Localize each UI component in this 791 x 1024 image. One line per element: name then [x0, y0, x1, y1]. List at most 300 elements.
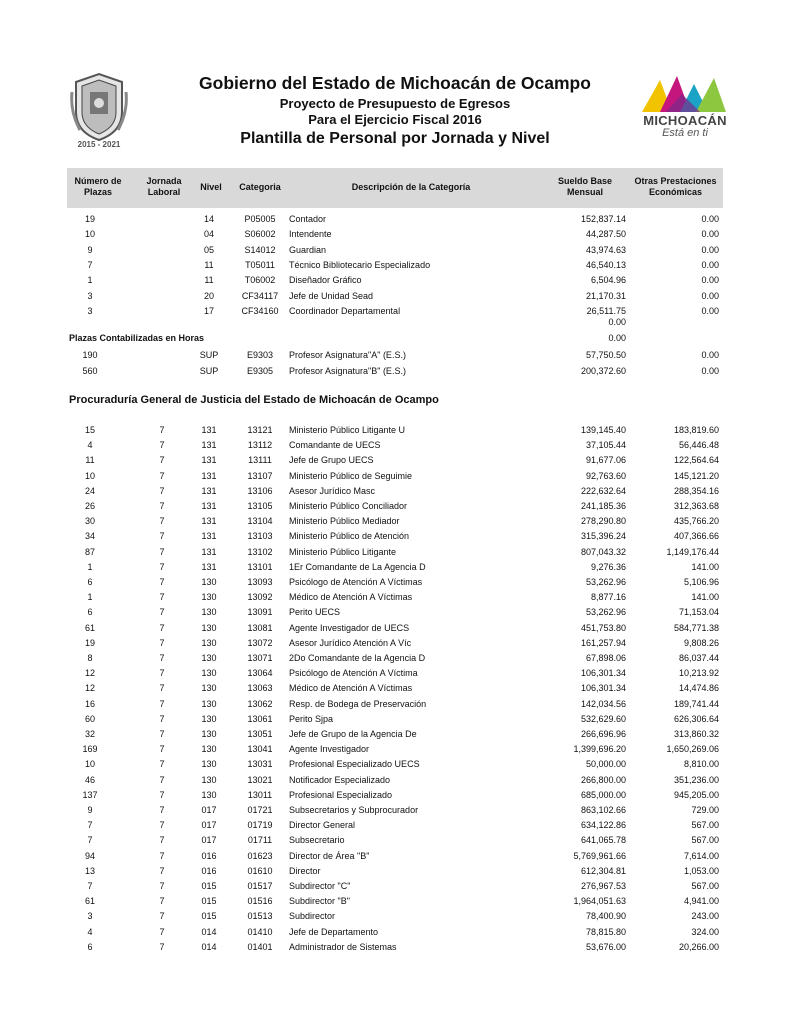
table-row	[0, 243, 791, 258]
table-row	[0, 575, 791, 590]
cell-otras: 145,121.20	[673, 470, 719, 481]
cell-descripcion: Psicólogo de Atención A Víctimas	[289, 577, 423, 587]
cell-otras: 0.00	[701, 290, 719, 301]
cell-descripcion: Ministerio Público de Seguimie	[289, 470, 413, 481]
table-row	[0, 545, 791, 560]
cell-categoria: 13063	[247, 683, 273, 694]
cell-nivel: 017	[201, 835, 217, 846]
cell-descripcion: Jefe de Grupo UECS	[289, 455, 374, 466]
cell-jornada: 7	[159, 698, 165, 709]
cell-num: 1	[87, 275, 93, 286]
cell-sueldo: 44,287.50	[585, 229, 626, 240]
cell-descripcion: Administrador de Sistemas	[289, 941, 397, 952]
cell-categoria: T05011	[245, 259, 275, 270]
cell-num: 9	[87, 244, 93, 255]
cell-categoria: 13112	[247, 440, 273, 451]
cell-jornada: 7	[159, 607, 165, 618]
cell-sueldo: 612,304.81	[580, 865, 626, 876]
cell-num: 3	[87, 290, 93, 301]
cell-num: 60	[84, 713, 95, 724]
cell-jornada: 7	[159, 805, 165, 815]
cell-categoria: 01401	[247, 941, 273, 952]
cell-sueldo: 106,301.34	[580, 683, 626, 694]
cell-nivel: SUP	[199, 365, 219, 376]
cell-otras: 122,564.64	[673, 455, 719, 466]
cell-categoria: E9305	[246, 365, 274, 376]
table-row	[0, 438, 791, 453]
page-subtitle-2: Para el Ejercicio Fiscal 2016	[308, 112, 482, 127]
cell-categoria: 13061	[247, 713, 273, 724]
col-sueldo: Sueldo Base Mensual	[557, 176, 613, 197]
cell-jornada: 7	[159, 850, 165, 861]
cell-otras: 324.00	[691, 926, 719, 937]
cell-num: 7	[87, 881, 93, 891]
cell-num: 6	[87, 577, 93, 587]
col-jornada: Jornada Laboral	[146, 176, 182, 197]
cell-otras: 567.00	[691, 881, 719, 891]
cell-jornada: 7	[159, 455, 165, 466]
cell-num: 94	[84, 850, 95, 861]
cell-num: 10	[84, 759, 95, 770]
table-row	[0, 909, 791, 924]
cell-jornada: 7	[159, 881, 165, 891]
table-row	[0, 212, 791, 227]
cell-jornada: 7	[159, 896, 165, 907]
cell-jornada: 7	[159, 941, 165, 952]
cell-descripcion: Agente Investigador de UECS	[289, 622, 410, 633]
cell-sueldo: 8,877.16	[590, 592, 626, 603]
cell-nivel: 131	[201, 546, 217, 557]
cell-otras: 351,236.00	[673, 774, 719, 785]
page-subtitle-1: Proyecto de Presupuesto de Egresos	[279, 96, 511, 111]
cell-otras: 313,860.32	[673, 729, 719, 739]
cell-otras: 435,766.20	[673, 516, 719, 527]
cell-otras: 1,149,176.44	[666, 546, 719, 557]
table-row	[0, 469, 791, 484]
cell-otras: 20,266.00	[678, 941, 719, 952]
page-subtitle-3: Plantilla de Personal por Jornada y Nivel	[240, 130, 550, 147]
table-row	[0, 925, 791, 940]
table-row	[0, 697, 791, 712]
cell-jornada: 7	[159, 577, 165, 587]
cell-otras: 0.00	[701, 365, 719, 376]
cell-categoria: 13064	[247, 668, 273, 679]
cell-num: 9	[87, 805, 93, 815]
cell-num: 11	[85, 455, 95, 466]
cell-jornada: 7	[159, 683, 165, 694]
cell-jornada: 7	[159, 713, 165, 724]
cell-categoria: 01623	[247, 850, 273, 861]
cell-descripcion: 1Er Comandante de La Agencia D	[289, 561, 426, 572]
cell-sueldo: 50,000.00	[585, 759, 626, 770]
table-row	[0, 289, 791, 304]
cell-sueldo: 78,400.90	[585, 911, 626, 922]
cell-categoria: P05005	[244, 214, 276, 224]
cell-nivel: 014	[201, 941, 217, 952]
table-row	[0, 514, 791, 529]
table-row	[0, 757, 791, 772]
cell-descripcion: Perito Sjpa	[289, 713, 334, 724]
cell-jornada: 7	[159, 622, 165, 633]
cell-jornada: 7	[159, 744, 165, 755]
table-row	[0, 258, 791, 273]
cell-categoria: 13091	[247, 607, 273, 618]
cell-categoria: 13031	[247, 759, 273, 770]
cell-otras: 5,106.96	[683, 577, 719, 587]
cell-sueldo: 139,145.40	[580, 425, 626, 435]
table-row	[0, 666, 791, 681]
cell-nivel: 17	[203, 305, 214, 316]
col-categoria: Categoria	[239, 182, 281, 192]
cell-sueldo: 9,276.36	[590, 561, 626, 572]
cell-categoria: 01711	[247, 835, 273, 846]
cell-nivel: 015	[201, 896, 217, 907]
cell-nivel: 131	[201, 516, 217, 527]
cell-descripcion: Subdirector "C"	[289, 881, 351, 891]
cell-descripcion: Psicólogo de Atención A Víctima	[289, 668, 418, 679]
cell-otras: 4,941.00	[683, 896, 719, 907]
table-row	[0, 773, 791, 788]
cell-sueldo: 315,396.24	[580, 531, 626, 542]
cell-categoria: CF34160	[241, 305, 279, 316]
cell-descripcion: Comandante de UECS	[289, 440, 381, 451]
cell-otras: 10,213.92	[678, 668, 719, 679]
cell-jornada: 7	[159, 835, 165, 846]
cell-otras: 407,366.66	[673, 531, 719, 542]
table-header	[67, 168, 723, 208]
cell-categoria: 01610	[247, 865, 273, 876]
cell-descripcion: Contador	[289, 214, 327, 224]
cell-num: 26	[84, 501, 95, 511]
cell-sueldo: 21,170.31	[585, 290, 626, 301]
logo-tagline: Está en ti	[662, 127, 708, 139]
cell-num: 61	[84, 622, 95, 633]
cell-nivel: 015	[201, 881, 217, 891]
cell-descripcion: Subsecretario	[289, 835, 345, 846]
cell-num: 6	[87, 607, 93, 618]
cell-jornada: 7	[159, 425, 165, 435]
cell-sueldo: 161,257.94	[580, 637, 626, 648]
cell-categoria: 01516	[247, 896, 273, 907]
cell-sueldo: 78,815.80	[585, 926, 626, 937]
table-row	[0, 894, 791, 909]
table-row	[0, 227, 791, 242]
cell-categoria: CF34117	[241, 290, 279, 301]
cell-descripcion: Notificador Especializado	[289, 774, 391, 785]
cell-descripcion: Profesional Especializado	[289, 789, 393, 800]
cell-otras: 0.00	[701, 275, 719, 286]
table-row	[0, 864, 791, 879]
cell-otras: 243.00	[691, 911, 719, 922]
cell-categoria: 13071	[247, 653, 273, 663]
cell-categoria: 13106	[247, 485, 273, 496]
cell-descripcion: Coordinador Departamental	[289, 305, 401, 316]
cell-num: 7	[87, 259, 93, 270]
cell-nivel: 017	[201, 805, 217, 815]
subtotal-1: 0.00	[608, 317, 626, 327]
cell-categoria: E9303	[246, 350, 274, 360]
cell-descripcion: Ministerio Público de Atención	[289, 531, 410, 542]
cell-categoria: 13111	[248, 455, 272, 466]
cell-jornada: 7	[159, 653, 165, 663]
cell-jornada: 7	[159, 485, 165, 496]
cell-jornada: 7	[159, 561, 165, 572]
cell-sueldo: 266,696.96	[580, 729, 626, 739]
cell-nivel: 130	[201, 668, 217, 679]
cell-num: 1	[87, 592, 93, 603]
cell-otras: 8,810.00	[683, 759, 719, 770]
col-descripcion: Descripción de la Categoría	[351, 182, 471, 192]
cell-sueldo: 634,122.86	[580, 820, 626, 831]
cell-otras: 945,205.00	[673, 789, 719, 800]
cell-nivel: 20	[203, 290, 214, 301]
cell-otras: 0.00	[701, 350, 719, 360]
cell-categoria: 13062	[247, 698, 273, 709]
cell-descripcion: Jefe de Unidad Sead	[289, 290, 374, 301]
cell-num: 1	[87, 561, 93, 572]
cell-sueldo: 67,898.06	[585, 653, 626, 663]
cell-nivel: 130	[201, 653, 217, 663]
table-row	[0, 849, 791, 864]
cell-descripcion: Asesor Jurídico Atención A Víc	[289, 637, 412, 648]
cell-sueldo: 43,974.63	[585, 244, 626, 255]
cell-otras: 7,614.00	[683, 850, 719, 861]
cell-otras: 0.00	[701, 244, 719, 255]
cell-otras: 9,808.26	[683, 637, 719, 648]
table-row	[0, 560, 791, 575]
cell-categoria: 13041	[247, 744, 273, 755]
cell-otras: 189,741.44	[673, 698, 719, 709]
cell-num: 16	[84, 698, 95, 709]
cell-num: 46	[84, 774, 95, 785]
table-row	[0, 273, 791, 288]
cell-sueldo: 6,504.96	[590, 275, 626, 286]
cell-num: 190	[82, 350, 98, 360]
cell-nivel: 130	[201, 577, 217, 587]
cell-nivel: 11	[204, 259, 214, 270]
cell-sueldo: 241,185.36	[580, 501, 626, 511]
table-row	[0, 879, 791, 894]
cell-nivel: 130	[201, 713, 217, 724]
cell-categoria: 13072	[247, 637, 273, 648]
cell-categoria: 13081	[247, 622, 273, 633]
cell-sueldo: 53,676.00	[585, 941, 626, 952]
cell-nivel: 130	[201, 698, 217, 709]
cell-num: 6	[87, 941, 93, 952]
cell-num: 4	[87, 440, 93, 451]
cell-jornada: 7	[159, 820, 165, 831]
subtotal-2: 0.00	[608, 333, 626, 343]
cell-jornada: 7	[159, 926, 165, 937]
cell-num: 137	[82, 789, 98, 800]
cell-categoria: 13103	[247, 531, 273, 542]
cell-nivel: 130	[201, 774, 217, 785]
cell-num: 7	[87, 820, 93, 831]
cell-num: 13	[84, 865, 95, 876]
cell-sueldo: 863,102.66	[580, 805, 626, 815]
cell-categoria: 01410	[247, 926, 273, 937]
cell-descripcion: Director de Área "B"	[289, 850, 370, 861]
cell-otras: 86,037.44	[678, 653, 719, 663]
cell-categoria: 13092	[247, 592, 273, 603]
col-num-plazas: Número de Plazas	[74, 176, 122, 197]
page-title: Gobierno del Estado de Michoacán de Ocampo	[199, 73, 591, 93]
cell-num: 169	[82, 744, 98, 755]
cell-categoria: 13011	[247, 789, 273, 800]
cell-sueldo: 152,837.14	[580, 214, 626, 224]
hours-label: Plazas Contabilizadas en Horas	[69, 333, 205, 343]
table-row	[0, 423, 791, 438]
cell-nivel: 130	[201, 637, 217, 648]
table-row	[0, 803, 791, 818]
cell-nivel: 04	[203, 229, 214, 240]
cell-categoria: 13105	[247, 501, 273, 511]
cell-nivel: 130	[201, 607, 217, 618]
cell-jornada: 7	[159, 592, 165, 603]
cell-sueldo: 37,105.44	[585, 440, 626, 451]
cell-descripcion: Subdirector "B"	[289, 896, 350, 907]
cell-jornada: 7	[159, 911, 165, 922]
cell-num: 19	[84, 214, 95, 224]
cell-descripcion: Ministerio Público Litigante	[289, 546, 397, 557]
section-title: Procuraduría General de Justicia del Estado de Michoacán de Ocampo	[69, 394, 439, 406]
cell-jornada: 7	[159, 668, 165, 679]
cell-num: 10	[84, 229, 95, 240]
cell-categoria: 13101	[247, 561, 273, 572]
cell-otras: 0.00	[701, 229, 719, 240]
cell-nivel: 016	[201, 865, 217, 876]
cell-jornada: 7	[159, 865, 165, 876]
cell-otras: 729.00	[691, 805, 719, 815]
cell-sueldo: 1,964,051.63	[573, 896, 626, 907]
cell-descripcion: Profesor Asignatura"A" (E.S.)	[289, 350, 406, 360]
cell-descripcion: Diseñador Gráfico	[289, 275, 362, 286]
cell-nivel: 015	[201, 911, 217, 922]
cell-jornada: 7	[159, 789, 165, 800]
cell-nivel: 131	[201, 425, 217, 435]
logo-name: MICHOACÁN	[643, 113, 727, 128]
table-row	[0, 636, 791, 651]
cell-descripcion: Perito UECS	[289, 607, 341, 618]
cell-sueldo: 5,769,961.66	[573, 850, 626, 861]
cell-jornada: 7	[159, 729, 165, 739]
cell-otras: 312,363.68	[673, 501, 719, 511]
cell-descripcion: Jefe de Departamento	[289, 926, 379, 937]
cell-nivel: 131	[201, 485, 217, 496]
cell-descripcion: Ministerio Público Conciliador	[289, 501, 408, 511]
cell-num: 15	[84, 425, 95, 435]
cell-categoria: 01721	[247, 805, 273, 815]
cell-descripcion: Médico de Atención A Víctimas	[289, 592, 413, 603]
cell-categoria: 13104	[247, 516, 273, 527]
cell-nivel: 131	[201, 470, 217, 481]
cell-num: 87	[84, 546, 95, 557]
cell-otras: 626,306.64	[673, 713, 719, 724]
cell-otras: 56,446.48	[678, 440, 719, 451]
cell-num: 8	[87, 653, 93, 663]
cell-descripcion: Intendente	[289, 229, 332, 240]
cell-otras: 1,650,269.06	[666, 744, 719, 755]
cell-num: 10	[84, 470, 95, 481]
table-row	[0, 833, 791, 848]
cell-descripcion: Director General	[289, 820, 356, 831]
table-row	[0, 484, 791, 499]
cell-num: 12	[84, 683, 95, 694]
table-row	[0, 727, 791, 742]
cell-sueldo: 106,301.34	[580, 668, 626, 679]
cell-nivel: 014	[201, 926, 217, 937]
cell-jornada: 7	[159, 516, 165, 527]
cell-categoria: 13021	[247, 774, 273, 785]
cell-descripcion: Ministerio Público Litigante U	[289, 425, 406, 435]
cell-otras: 71,153.04	[678, 607, 719, 618]
cell-categoria: 13121	[247, 425, 273, 435]
cell-otras: 567.00	[691, 835, 719, 846]
table-row	[0, 499, 791, 514]
cell-num: 19	[84, 637, 95, 648]
cell-nivel: 05	[203, 244, 214, 255]
cell-categoria: 13051	[247, 729, 273, 739]
seal-years: 2015 - 2021	[77, 140, 121, 149]
cell-num: 560	[82, 365, 98, 376]
cell-categoria: 13107	[247, 470, 273, 481]
cell-jornada: 7	[159, 774, 165, 785]
cell-descripcion: Subdirector	[289, 911, 336, 922]
cell-descripcion: Ministerio Público Mediador	[289, 516, 400, 527]
cell-sueldo: 92,763.60	[585, 470, 626, 481]
cell-nivel: 131	[201, 455, 217, 466]
table-row	[0, 651, 791, 666]
cell-nivel: 131	[201, 531, 217, 542]
cell-descripcion: Profesor Asignatura"B" (E.S.)	[289, 365, 406, 376]
table-row	[0, 621, 791, 636]
cell-num: 4	[87, 926, 93, 937]
cell-nivel: 130	[201, 683, 217, 694]
table-row	[0, 712, 791, 727]
table-row	[0, 529, 791, 544]
cell-otras: 141.00	[691, 561, 719, 572]
cell-otras: 1,053.00	[683, 865, 719, 876]
cell-otras: 288,354.16	[673, 485, 719, 496]
table-row	[0, 742, 791, 757]
cell-sueldo: 53,262.96	[585, 577, 626, 587]
cell-nivel: 14	[203, 214, 214, 224]
cell-descripcion: Guardian	[289, 244, 327, 255]
cell-jornada: 7	[159, 759, 165, 770]
cell-categoria: 13093	[247, 577, 273, 587]
cell-sueldo: 276,967.53	[580, 881, 626, 891]
cell-sueldo: 451,753.80	[580, 622, 626, 633]
table-row	[0, 940, 791, 955]
cell-sueldo: 222,632.64	[580, 485, 626, 496]
cell-num: 24	[84, 485, 95, 496]
cell-sueldo: 278,290.80	[580, 516, 626, 527]
table-row	[0, 590, 791, 605]
cell-sueldo: 807,043.32	[580, 546, 626, 557]
cell-nivel: 130	[201, 759, 217, 770]
cell-jornada: 7	[159, 440, 165, 451]
table-row	[0, 788, 791, 803]
cell-num: 3	[87, 911, 93, 922]
cell-nivel: 017	[201, 820, 217, 831]
cell-descripcion: Jefe de Grupo de la Agencia De	[289, 729, 417, 739]
cell-nivel: 016	[201, 850, 217, 861]
cell-sueldo: 91,677.06	[585, 455, 626, 466]
cell-num: 61	[84, 896, 95, 907]
cell-categoria: S14012	[244, 244, 276, 255]
cell-num: 7	[87, 835, 93, 846]
cell-categoria: 13102	[247, 546, 273, 557]
